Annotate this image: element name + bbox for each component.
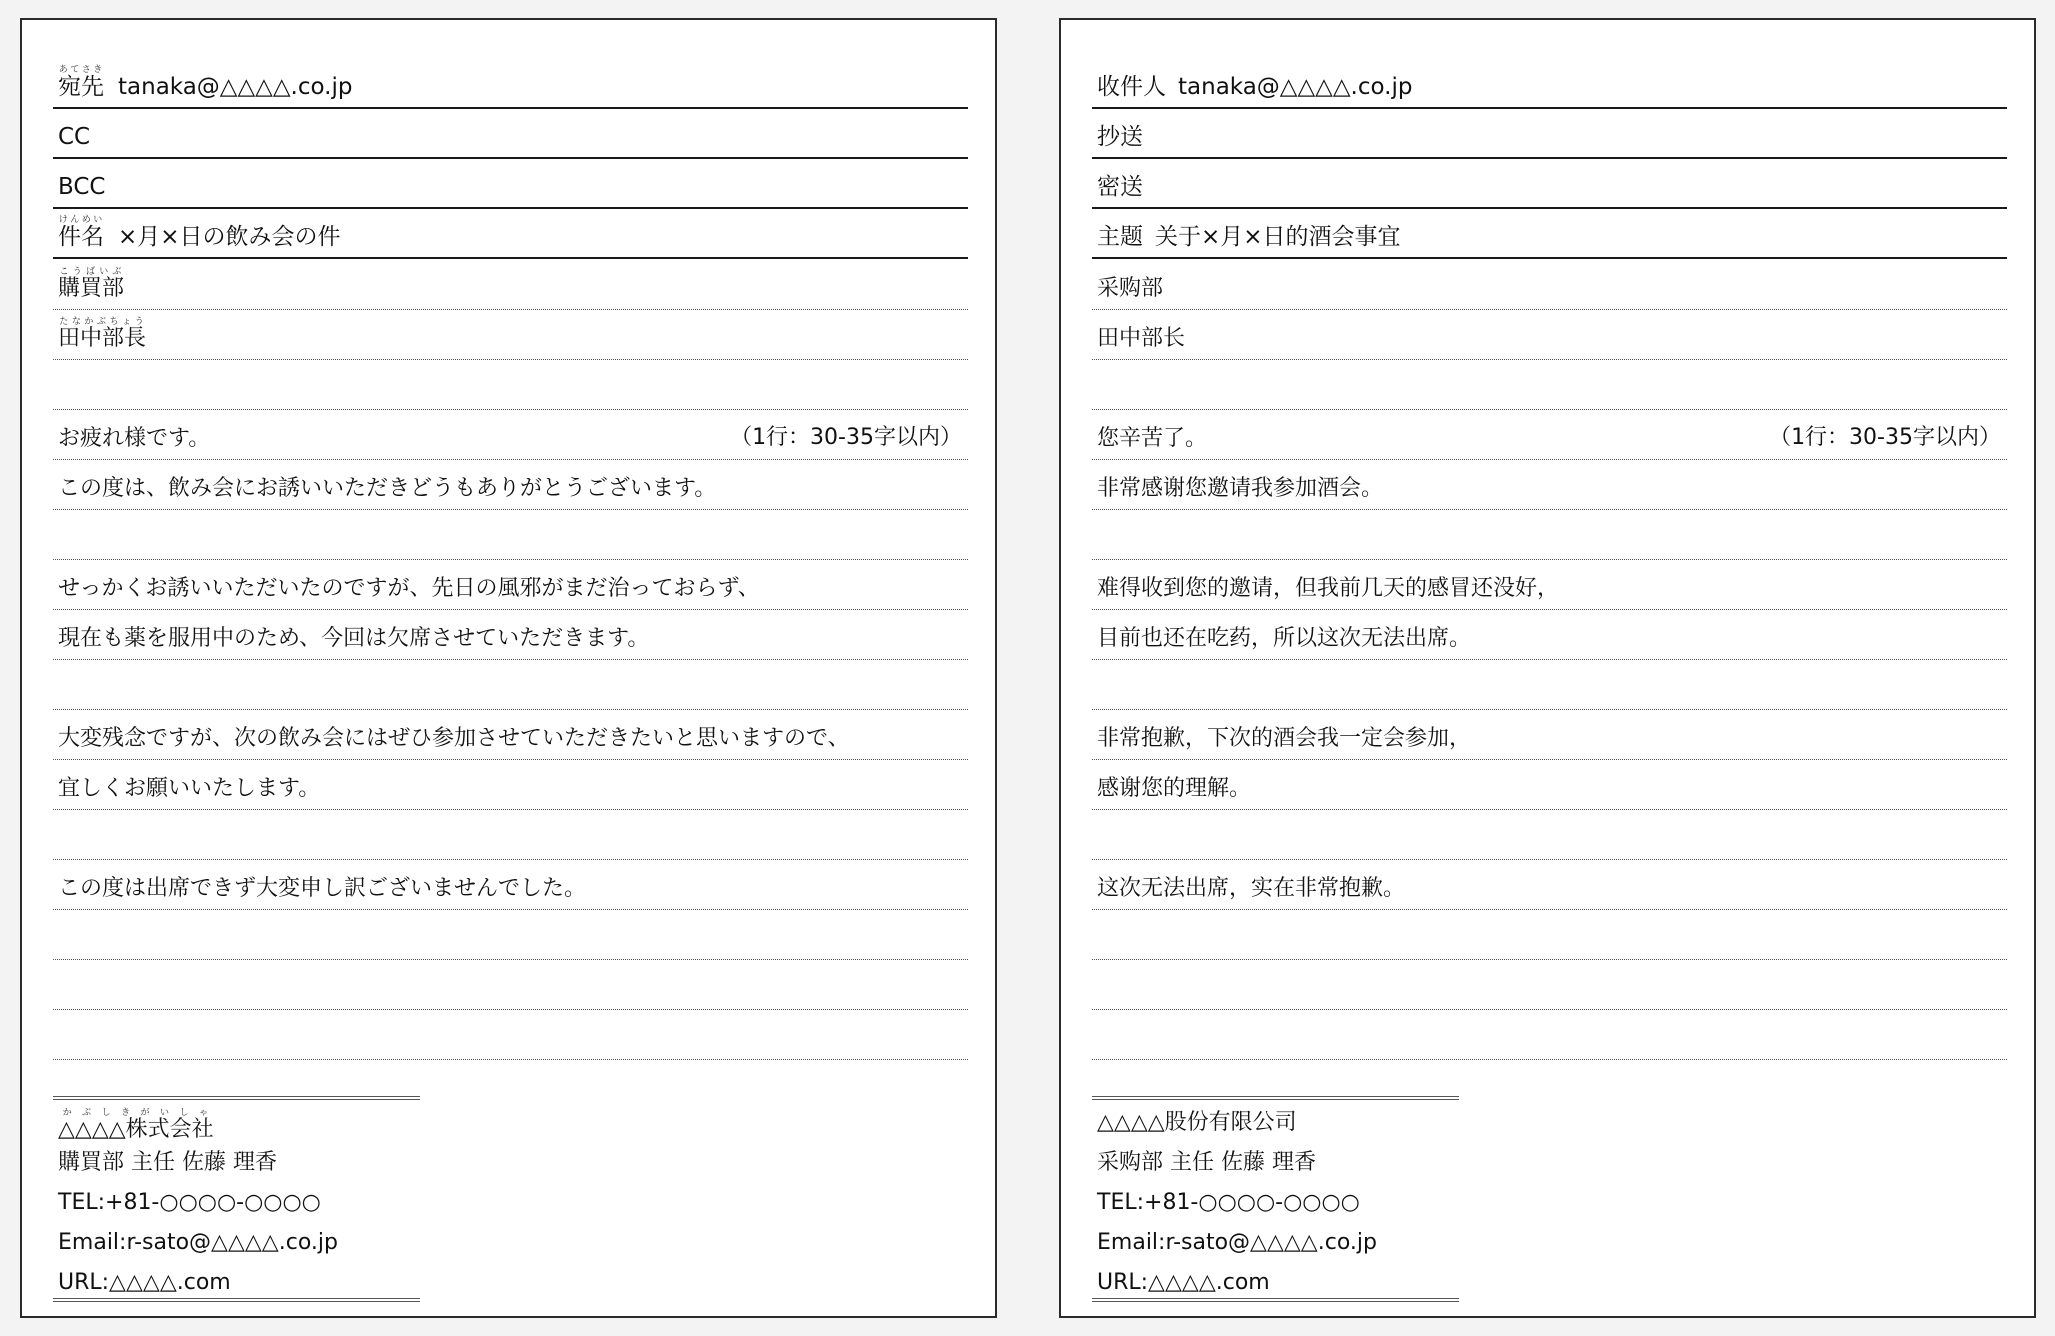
body-line[interactable] bbox=[53, 760, 968, 810]
signature-block bbox=[53, 1096, 420, 1302]
body-text: この度は、飲み会にお誘いいただきどうもありがとうございます。 bbox=[58, 476, 717, 501]
to-field[interactable] bbox=[1092, 59, 2007, 109]
body-line[interactable] bbox=[1092, 560, 2007, 610]
body-line[interactable] bbox=[53, 860, 968, 910]
body-line-blank[interactable] bbox=[1092, 910, 2007, 960]
body-text: 宜しくお願いいたします。 bbox=[58, 776, 321, 801]
body-text: 非常抱歉，下次的酒会我一定会参加， bbox=[1097, 726, 1472, 751]
bcc-field[interactable] bbox=[53, 159, 968, 209]
to-label: 宛先あてさき bbox=[58, 65, 104, 100]
subject-value[interactable]: 关于×月×日的酒会事宜 bbox=[1155, 224, 1401, 250]
bcc-label: 密送 bbox=[1097, 174, 1143, 200]
subject-field[interactable] bbox=[1092, 209, 2007, 259]
body-line-blank[interactable] bbox=[53, 660, 968, 710]
body-text: 非常感谢您邀请我参加酒会。 bbox=[1097, 476, 1384, 501]
bcc-field[interactable] bbox=[1092, 159, 2007, 209]
body-line[interactable] bbox=[1092, 710, 2007, 760]
signature-person: 采购部 主任 佐藤 理香 bbox=[1097, 1150, 1316, 1175]
signature-email: Email:r-sato@△△△△.co.jp bbox=[58, 1230, 338, 1255]
body-line[interactable] bbox=[53, 610, 968, 660]
body-line-blank[interactable] bbox=[1092, 510, 2007, 560]
signature-tel: TEL:+81-○○○○-○○○○ bbox=[1097, 1190, 1360, 1215]
signature-company: △△△△株式会社かぶしきがいしゃ bbox=[58, 1108, 214, 1142]
bcc-label: BCC bbox=[58, 174, 106, 200]
body-line[interactable] bbox=[53, 710, 968, 760]
body-line[interactable] bbox=[1092, 460, 2007, 510]
recipient-name: 田中部长 bbox=[1097, 326, 1186, 351]
body-line-blank[interactable] bbox=[53, 960, 968, 1010]
body-line-blank[interactable] bbox=[53, 1010, 968, 1060]
body-line[interactable] bbox=[1092, 760, 2007, 810]
body-line-blank[interactable] bbox=[53, 360, 968, 410]
body-line[interactable] bbox=[53, 460, 968, 510]
body-line[interactable] bbox=[1092, 610, 2007, 660]
body-line[interactable] bbox=[53, 560, 968, 610]
body-text: 目前也还在吃药，所以这次无法出席。 bbox=[1097, 626, 1472, 651]
recipient-name: 田中部長たなかぶちょう bbox=[58, 317, 147, 351]
body-line-blank[interactable] bbox=[1092, 660, 2007, 710]
body-line-blank[interactable] bbox=[53, 810, 968, 860]
body-line-recipient-name[interactable] bbox=[53, 310, 968, 360]
body-line-recipient-dept[interactable] bbox=[53, 259, 968, 310]
signature-person: 購買部 主任 佐藤 理香 bbox=[58, 1150, 277, 1175]
body-line-greeting[interactable] bbox=[1092, 410, 2007, 460]
chinese-email-form bbox=[1059, 18, 2036, 1318]
body-text: せっかくお誘いいただいたのですが、先日の風邪がまだ治っておらず、 bbox=[58, 576, 760, 601]
subject-field[interactable] bbox=[53, 209, 968, 259]
greeting-text: お疲れ様です。 bbox=[58, 426, 211, 451]
body-line-blank[interactable] bbox=[1092, 810, 2007, 860]
recipient-dept: 采购部 bbox=[1097, 276, 1164, 301]
body-line-recipient-name[interactable] bbox=[1092, 310, 2007, 360]
body-text: この度は出席できず大変申し訳ございませんでした。 bbox=[58, 876, 587, 901]
to-address[interactable]: tanaka@△△△△.co.jp bbox=[118, 74, 353, 100]
recipient-dept: 購買部こうばいぶ bbox=[58, 267, 125, 301]
line-limit-note: （1行：30-35字以内） bbox=[1769, 425, 2001, 450]
body-line-blank[interactable] bbox=[1092, 960, 2007, 1010]
body-text: 現在も薬を服用中のため、今回は欠席させていただきます。 bbox=[58, 626, 650, 651]
signature-tel: TEL:+81-○○○○-○○○○ bbox=[58, 1190, 321, 1215]
body-text: 难得收到您的邀请，但我前几天的感冒还没好， bbox=[1097, 576, 1560, 601]
japanese-email-form bbox=[20, 18, 997, 1318]
signature-url: URL:△△△△.com bbox=[1097, 1270, 1270, 1295]
subject-label: 主题 bbox=[1097, 224, 1143, 250]
body-line-greeting[interactable] bbox=[53, 410, 968, 460]
to-label: 收件人 bbox=[1097, 74, 1166, 100]
body-text: 大変残念ですが、次の飲み会にはぜひ参加させていただきたいと思いますので、 bbox=[58, 726, 850, 751]
body-line-blank[interactable] bbox=[53, 910, 968, 960]
cc-label: 抄送 bbox=[1097, 124, 1143, 150]
greeting-text: 您辛苦了。 bbox=[1097, 426, 1208, 451]
subject-label: 件名けんめい bbox=[58, 215, 104, 250]
signature-company: △△△△股份有限公司 bbox=[1097, 1110, 1297, 1135]
body-text: 这次无法出席，实在非常抱歉。 bbox=[1097, 876, 1406, 901]
body-line-recipient-dept[interactable] bbox=[1092, 259, 2007, 310]
to-field[interactable] bbox=[53, 59, 968, 109]
subject-value[interactable]: ×月×日の飲み会の件 bbox=[118, 224, 341, 250]
body-line[interactable] bbox=[1092, 860, 2007, 910]
line-limit-note: （1行：30-35字以内） bbox=[730, 425, 962, 450]
body-line-blank[interactable] bbox=[1092, 360, 2007, 410]
signature-url: URL:△△△△.com bbox=[58, 1270, 231, 1295]
signature-email: Email:r-sato@△△△△.co.jp bbox=[1097, 1230, 1377, 1255]
signature-block bbox=[1092, 1096, 1459, 1302]
cc-field[interactable] bbox=[53, 109, 968, 159]
body-line-blank[interactable] bbox=[1092, 1010, 2007, 1060]
to-address[interactable]: tanaka@△△△△.co.jp bbox=[1178, 74, 1413, 100]
body-text: 感谢您的理解。 bbox=[1097, 776, 1252, 801]
cc-field[interactable] bbox=[1092, 109, 2007, 159]
body-line-blank[interactable] bbox=[53, 510, 968, 560]
cc-label: CC bbox=[58, 124, 91, 150]
